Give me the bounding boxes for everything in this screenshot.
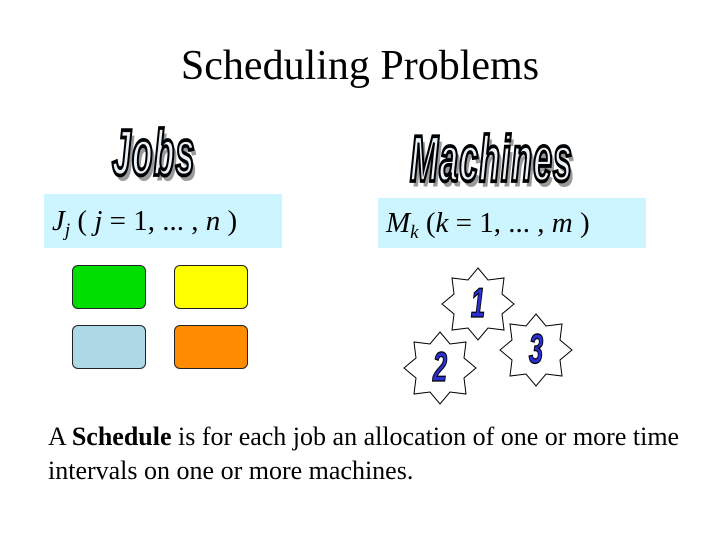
- machines-formula-close: ): [572, 207, 590, 239]
- jobs-formula-var: j: [94, 205, 103, 237]
- machine-badge-3-label: 3: [528, 327, 544, 373]
- jobs-formula-limit: n: [205, 205, 221, 237]
- jobs-formula-close: ): [220, 205, 238, 237]
- machine-badge-2: [402, 330, 478, 406]
- machines-formula: [378, 198, 646, 248]
- slide-title: Scheduling Problems: [180, 43, 540, 89]
- jobs-formula: [44, 194, 282, 248]
- jobs-formula-middle: = 1, ... ,: [102, 205, 206, 237]
- machines-formula-subscript: k: [410, 222, 419, 243]
- machine-badge-1-label: 1: [470, 281, 486, 327]
- caption-rest: is for each job an allocation of one or more time intervals on one or more machines.: [48, 422, 680, 485]
- jobs-wordart-heading: Jobs: [112, 118, 196, 191]
- machines-formula-open: (: [418, 207, 436, 239]
- machines-formula-letter: M: [386, 207, 411, 239]
- machines-formula-middle: = 1, ... ,: [448, 207, 552, 239]
- job-block-yellow: [174, 265, 248, 309]
- caption-prefix: A: [48, 422, 72, 451]
- machines-formula-var: k: [435, 207, 449, 239]
- machines-formula-limit: m: [551, 207, 573, 239]
- jobs-formula-letter: J: [52, 205, 65, 237]
- caption-bold-term: Schedule: [71, 422, 172, 451]
- job-block-orange: [174, 325, 248, 369]
- schedule-definition: [48, 420, 708, 488]
- machines-wordart-heading: Machines: [410, 124, 573, 197]
- job-block-green: [72, 265, 146, 309]
- machine-badge-3: [498, 312, 574, 388]
- jobs-formula-open: (: [70, 205, 95, 237]
- job-block-lightblue: [72, 325, 146, 369]
- jobs-formula-subscript: j: [64, 220, 71, 241]
- machine-badge-2-label: 2: [432, 345, 448, 391]
